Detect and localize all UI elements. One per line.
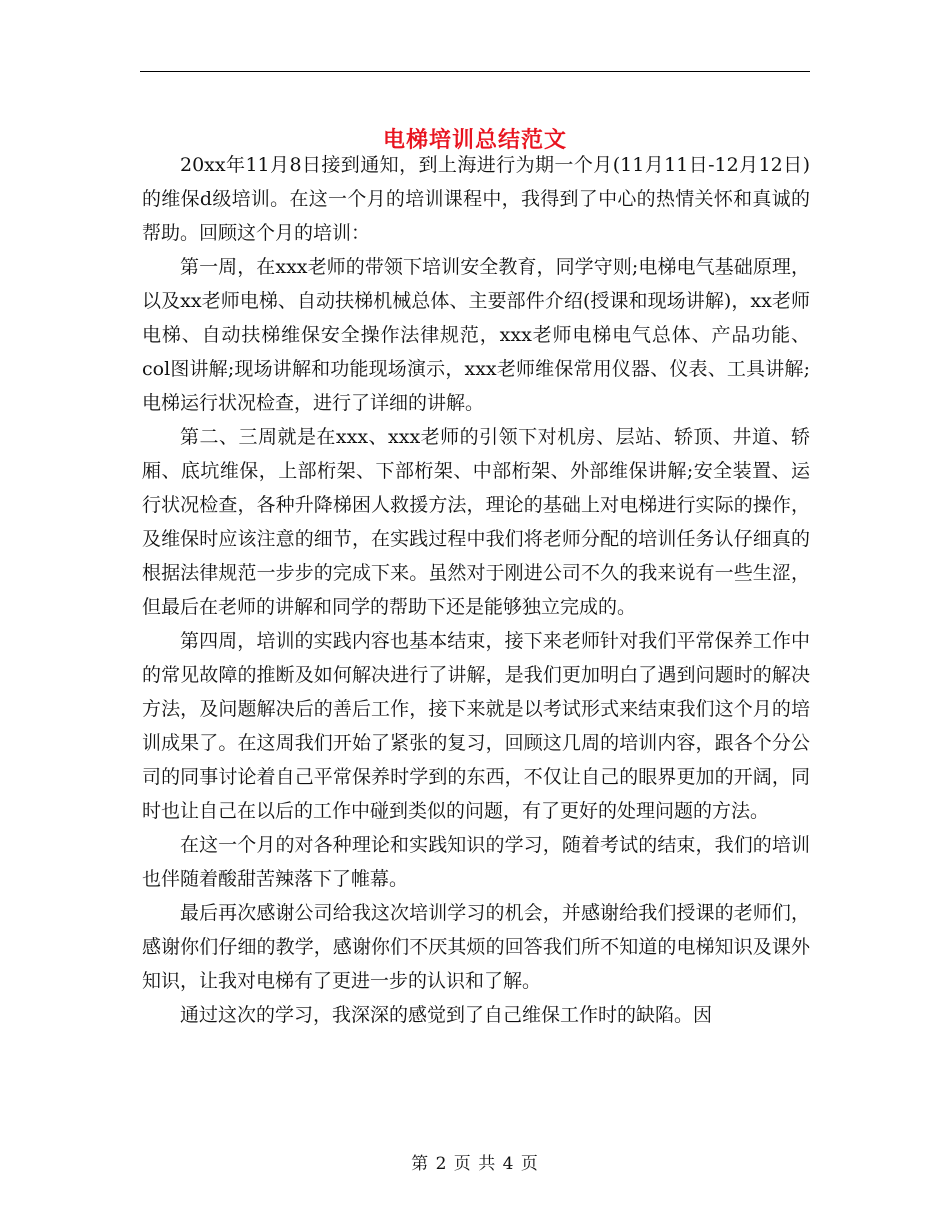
- page-number-footer: 第 2 页 共 4 页: [411, 1154, 539, 1174]
- document-body: [142, 148, 810, 1032]
- paragraph: 通过这次的学习，我深深的感觉到了自己维保工作时的缺陷。因: [180, 1004, 713, 1026]
- paragraph: 20xx年11月8日接到通知，到上海进行为期一个月(11月11日-12月12日)的维保d级培训。在这一个月的培训课程中，我得到了中心的热情关怀和真诚的帮助。回顾这个月的培训：: [142, 154, 810, 244]
- header-rule: [140, 71, 810, 72]
- document-title: 电梯培训总结范文: [382, 126, 567, 153]
- paragraph: 第二、三周就是在xxx、xxx老师的引领下对机房、层站、轿顶、井道、轿厢、底坑维保，上部桁架、下部桁架、中部桁架、外部维保讲解;安全装置、运行状况检查，各种升降梯困人救援方法，理论的基础上对电梯进行实际的操作，及维保时应该注意的细节，在实践过程中我们将老师分配的培训任务认仔细真的根据法律规范一步步的完成下来。虽然对于刚进公司不久的我来说有一些生涩，但最后在老师的讲解和同学的帮助下还是能够独立完成的。: [142, 426, 810, 618]
- paragraph: 第四周，培训的实践内容也基本结束，接下来老师针对我们平常保养工作中的常见故障的推断及如何解决进行了讲解，是我们更加明白了遇到问题时的解决方法，及问题解决后的善后工作，接下来就是以考试形式来结束我们这个月的培训成果了。在这周我们开始了紧张的复习，回顾这几周的培训内容，跟各个分公司的同事讨论着自己平常保养时学到的东西，不仅让自己的眼界更加的开阔，同时也让自己在以后的工作中碰到类似的问题，有了更好的处理问题的方法。: [142, 630, 810, 822]
- paragraph: 最后再次感谢公司给我这次培训学习的机会，并感谢给我们授课的老师们，感谢你们仔细的教学，感谢你们不厌其烦的回答我们所不知道的电梯知识及课外知识，让我对电梯有了更进一步的认识和了解。: [142, 902, 810, 992]
- paragraph: 在这一个月的对各种理论和实践知识的学习，随着考试的结束，我们的培训也伴随着酸甜苦辣落下了帷幕。: [142, 834, 810, 890]
- paragraph: 第一周，在xxx老师的带领下培训安全教育，同学守则;电梯电气基础原理，以及xx老师电梯、自动扶梯机械总体、主要部件介绍(授课和现场讲解)，xx老师电梯、自动扶梯维保安全操作法律规范，xxx老师电梯电气总体、产品功能、col图讲解;现场讲解和功能现场演示，xxx老师维保常用仪器、仪表、工具讲解;电梯运行状况检查，进行了详细的讲解。: [142, 256, 810, 414]
